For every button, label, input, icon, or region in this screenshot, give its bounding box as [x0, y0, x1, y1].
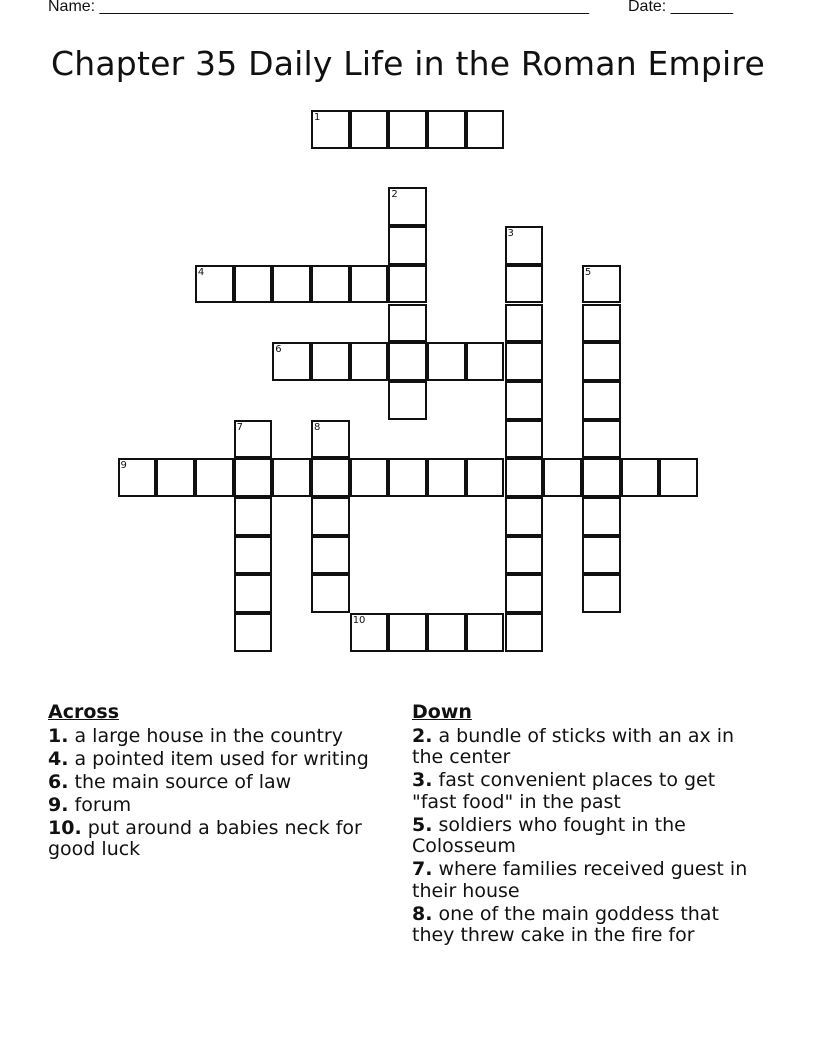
across-heading: Across: [48, 701, 120, 723]
crossword-cell[interactable]: [505, 342, 544, 381]
crossword-cell[interactable]: [582, 381, 621, 420]
crossword-cell[interactable]: [234, 458, 273, 497]
crossword-cell[interactable]: [582, 420, 621, 459]
crossword-cell[interactable]: [388, 381, 427, 420]
down-clue: [412, 770, 762, 813]
crossword-cell[interactable]: [388, 458, 427, 497]
clue-text: a pointed item used for writing: [74, 747, 369, 770]
across-clue: [48, 772, 388, 794]
clue-text: a bundle of sticks with an ax in the center: [412, 724, 735, 768]
crossword-cell[interactable]: [311, 420, 350, 459]
crossword-cell[interactable]: [156, 458, 195, 497]
crossword-cell[interactable]: [388, 110, 427, 149]
clue-text: where families received guest in their house: [412, 858, 748, 902]
clue-number-label: 4: [197, 266, 205, 278]
crossword-cell[interactable]: [505, 226, 544, 265]
across-clue: [48, 818, 388, 861]
crossword-cell[interactable]: [388, 265, 427, 304]
clue-number: 7.: [412, 858, 433, 880]
name-field-line: Name: _______________________________________________________: [48, 0, 589, 15]
crossword-cell[interactable]: [311, 458, 350, 497]
crossword-cell[interactable]: [582, 265, 621, 304]
clue-number-label: 2: [391, 189, 398, 201]
clue-text: put around a babies neck for good luck: [48, 816, 362, 860]
crossword-cell[interactable]: [234, 497, 273, 536]
clue-number: 3.: [412, 769, 433, 791]
crossword-cell[interactable]: [543, 458, 582, 497]
across-clue: [48, 795, 388, 817]
crossword-cell[interactable]: [388, 342, 427, 381]
crossword-cell[interactable]: [234, 265, 273, 304]
crossword-cell[interactable]: [311, 110, 350, 149]
crossword-cell[interactable]: [311, 265, 350, 304]
crossword-cell[interactable]: [350, 110, 389, 149]
crossword-cell[interactable]: [388, 304, 427, 343]
clue-number-label: 10: [352, 615, 366, 627]
crossword-cell[interactable]: [505, 265, 544, 304]
clue-number: 8.: [412, 902, 433, 925]
across-clue: [48, 749, 388, 771]
crossword-cell[interactable]: [621, 458, 660, 497]
crossword-cell[interactable]: [272, 342, 311, 381]
crossword-cell[interactable]: [582, 342, 621, 381]
crossword-cell[interactable]: [505, 497, 544, 536]
crossword-cell[interactable]: [466, 110, 505, 149]
clue-number: 6.: [48, 770, 69, 793]
crossword-cell[interactable]: [234, 574, 273, 613]
down-heading: Down: [412, 701, 472, 723]
down-clue: [412, 904, 762, 947]
clue-number-label: 6: [275, 344, 282, 356]
crossword-cell[interactable]: [234, 420, 273, 459]
clue-text: one of the main goddess that they threw cake in the fire for: [412, 902, 719, 946]
clue-number: 10.: [48, 816, 82, 839]
crossword-cell[interactable]: [311, 497, 350, 536]
crossword-cell[interactable]: [466, 342, 505, 381]
crossword-cell[interactable]: [582, 497, 621, 536]
crossword-cell[interactable]: [311, 536, 350, 575]
puzzle-title: Chapter 35 Daily Life in the Roman Empire: [51, 44, 765, 83]
crossword-cell[interactable]: [388, 613, 427, 652]
crossword-cell[interactable]: [427, 613, 466, 652]
clue-number: 4.: [48, 747, 69, 770]
crossword-cell[interactable]: [118, 458, 157, 497]
crossword-cell[interactable]: [272, 458, 311, 497]
crossword-cell[interactable]: [582, 304, 621, 343]
clue-number: 9.: [48, 793, 69, 816]
clue-number-label: 9: [120, 460, 127, 472]
clue-number: 5.: [412, 813, 433, 836]
clue-number-label: 7: [236, 421, 243, 433]
clue-number-label: 5: [584, 266, 592, 278]
crossword-cell[interactable]: [388, 226, 427, 265]
crossword-cell[interactable]: [311, 574, 350, 613]
clue-text: a large house in the country: [74, 724, 343, 747]
crossword-cell[interactable]: [195, 458, 234, 497]
clue-text: forum: [74, 793, 132, 816]
clue-text: fast convenient places to get "fast food" in the past: [412, 769, 716, 813]
crossword-cell[interactable]: [427, 110, 466, 149]
clue-number-label: 3: [507, 228, 514, 240]
crossword-cell[interactable]: [195, 265, 234, 304]
crossword-cell[interactable]: [505, 304, 544, 343]
crossword-cell[interactable]: [582, 574, 621, 613]
crossword-cell[interactable]: [582, 536, 621, 575]
crossword-cell[interactable]: [350, 342, 389, 381]
crossword-cell[interactable]: [388, 187, 427, 226]
clue-text: the main source of law: [74, 770, 292, 793]
crossword-cell[interactable]: [272, 265, 311, 304]
crossword-cell[interactable]: [427, 458, 466, 497]
crossword-cell[interactable]: [427, 342, 466, 381]
clue-text: soldiers who fought in the Colosseum: [412, 813, 686, 857]
crossword-cell[interactable]: [234, 536, 273, 575]
date-field-line: Date: _______: [628, 0, 733, 15]
crossword-cell[interactable]: [659, 458, 698, 497]
crossword-cell[interactable]: [505, 613, 544, 652]
crossword-cell[interactable]: [505, 420, 544, 459]
across-clues: [48, 702, 388, 862]
crossword-cell[interactable]: [505, 381, 544, 420]
crossword-cell[interactable]: [582, 458, 621, 497]
crossword-cell[interactable]: [505, 536, 544, 575]
crossword-cell[interactable]: [466, 613, 505, 652]
clue-number-label: 1: [314, 112, 321, 123]
clue-number: 1.: [48, 724, 69, 747]
crossword-cell[interactable]: [505, 574, 544, 613]
down-clue: [412, 815, 762, 858]
crossword-cell[interactable]: [505, 458, 544, 497]
crossword-cell[interactable]: [350, 265, 389, 304]
across-clue: [48, 726, 388, 748]
down-clue: [412, 726, 762, 769]
clue-number-label: 8: [314, 421, 321, 433]
down-clues: [412, 702, 762, 948]
crossword-cell[interactable]: [311, 342, 350, 381]
crossword-cell[interactable]: [350, 613, 389, 652]
crossword-cell[interactable]: [234, 613, 273, 652]
clue-number: 2.: [412, 724, 433, 747]
crossword-cell[interactable]: [350, 458, 389, 497]
down-clue: [412, 859, 762, 902]
crossword-cell[interactable]: [466, 458, 505, 497]
